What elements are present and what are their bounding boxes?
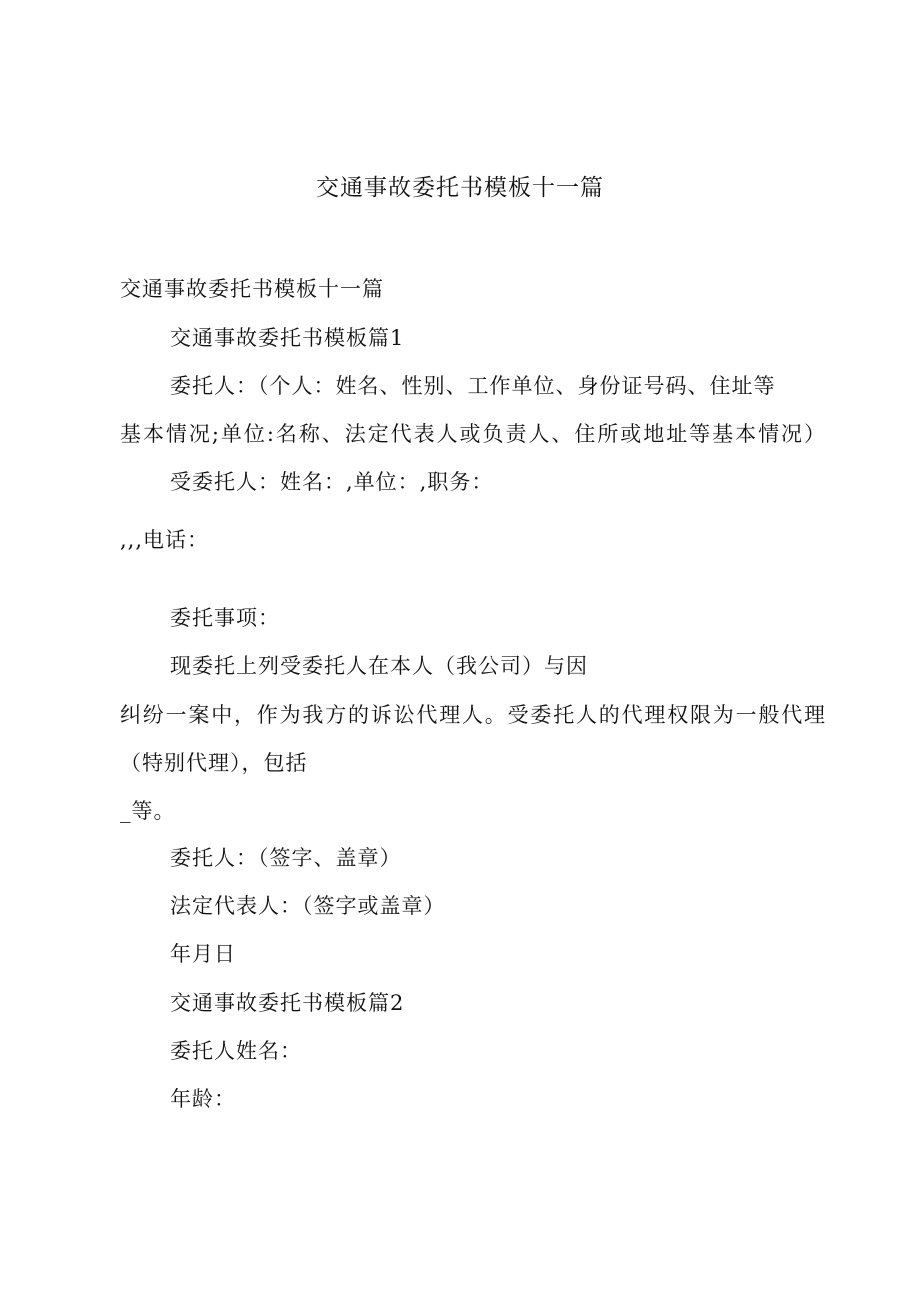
legal-rep-signature-line: 法定代表人：（签字或盖章） bbox=[170, 894, 446, 918]
section-heading-1: 交通事故委托书模板篇1 bbox=[170, 326, 405, 350]
date-line: 年月日 bbox=[170, 942, 236, 966]
principal-details-line: 基本情况;单位:名称、法定代表人或负责人、住所或地址等基本情况） bbox=[120, 422, 825, 446]
principal-signature-line: 委托人：（签字、盖章） bbox=[170, 846, 402, 870]
age-line: 年龄： bbox=[170, 1087, 236, 1111]
principal-line: 委托人：（个人：姓名、性别、工作单位、身份证号码、住址等 bbox=[170, 374, 776, 398]
principal-name-line: 委托人姓名： bbox=[170, 1039, 302, 1063]
agent-line: 受委托人：姓名：,单位：,职务： bbox=[170, 470, 494, 494]
matters-heading: 委托事项： bbox=[170, 606, 280, 630]
matters-line-1: 现委托上列受委托人在本人（我公司）与因 bbox=[170, 654, 588, 678]
section-heading-2: 交通事故委托书模板篇2 bbox=[170, 991, 405, 1015]
matters-line-2: 纠纷一案中，作为我方的诉讼代理人。受委托人的代理权限为一般代理 bbox=[120, 703, 825, 727]
matters-line-3: （特别代理），包括 bbox=[120, 751, 308, 775]
collection-heading: 交通事故委托书模板十一篇 bbox=[120, 277, 384, 301]
matters-line-4: _等。 bbox=[120, 799, 176, 823]
document-title: 交通事故委托书模板十一篇 bbox=[316, 175, 604, 201]
phone-line: ,,,电话： bbox=[120, 528, 210, 552]
